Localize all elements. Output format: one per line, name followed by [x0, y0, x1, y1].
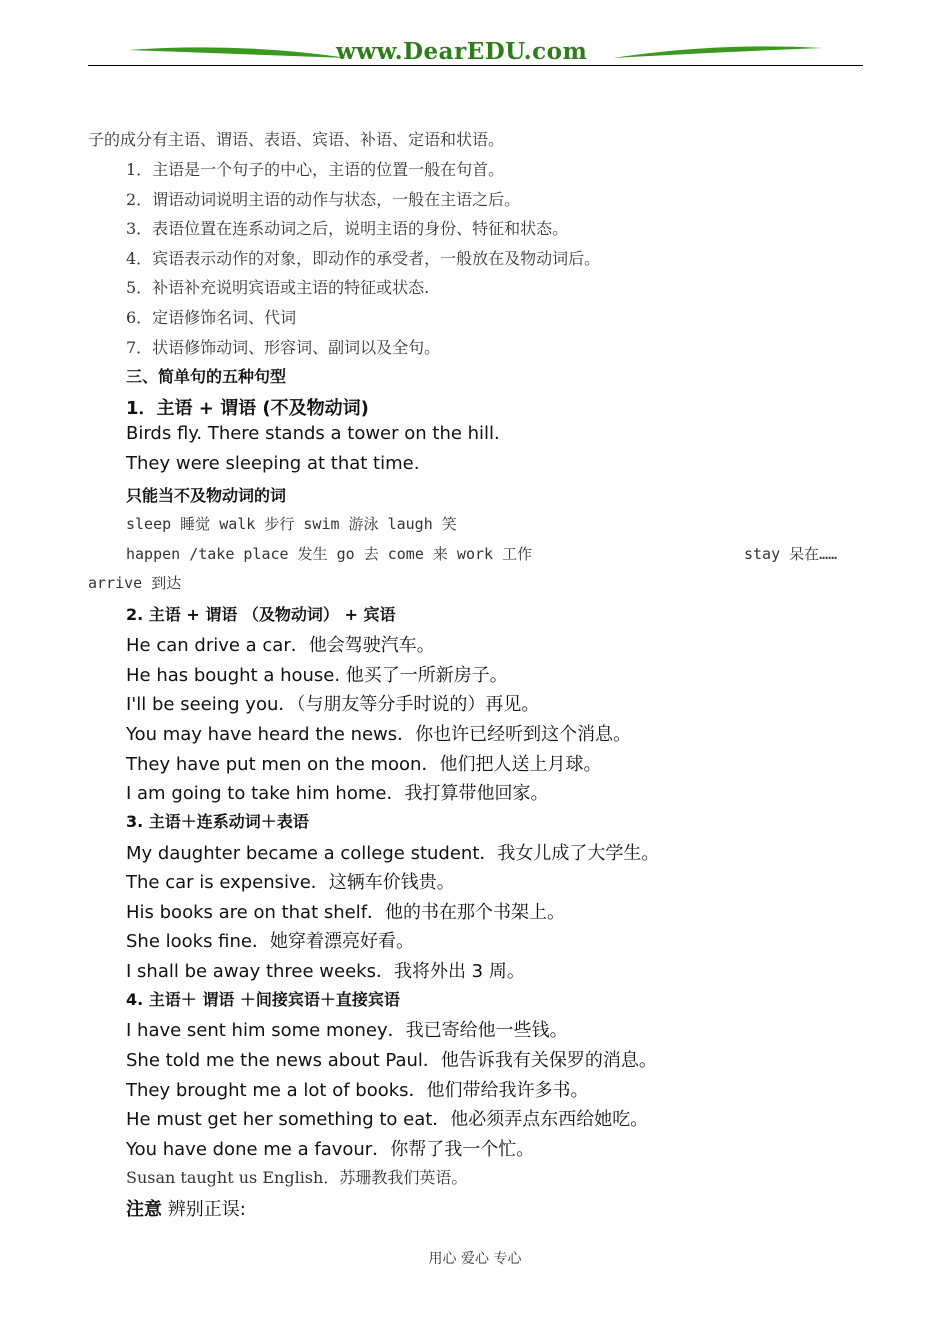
- example-sentence: I have sent him some money．我已寄给他一些钱。: [126, 1020, 568, 1041]
- header-rule: [88, 65, 863, 66]
- word-list: happen /take place 发生 go 去 come 来 work 工作: [126, 545, 533, 563]
- example-sentence: My daughter became a college student．我女儿成了大学生。: [126, 843, 660, 864]
- word-list-tail: stay 呆在……: [744, 545, 838, 563]
- example-sentence: You have done me a favour．你帮了我一个忙。: [126, 1139, 535, 1160]
- example-sentence: I'll be seeing you．（与朋友等分手时说的）再见。: [126, 694, 540, 715]
- note-line: [126, 1195, 246, 1221]
- intransitive-subtitle: 只能当不及物动词的词: [126, 486, 287, 505]
- example-sentence: He has bought a house. 他买了一所新房子。: [126, 665, 508, 686]
- right-swoosh-decoration: [613, 44, 823, 60]
- pattern2-title: 2. 主语 + 谓语 （及物动词） + 宾语: [126, 605, 396, 624]
- component-item: 2．谓语动词说明主语的动作与状态，一般在主语之后。: [126, 190, 521, 209]
- word-list: arrive 到达: [88, 574, 182, 592]
- component-item: 6．定语修饰名词、代词: [126, 308, 297, 327]
- word-list: sleep 睡觉 walk 步行 swim 游泳 laugh 笑: [126, 515, 457, 533]
- example-sentence: They brought me a lot of books．他们带给我许多书。: [126, 1080, 589, 1101]
- component-item: 3．表语位置在连系动词之后，说明主语的身份、特征和状态。: [126, 219, 569, 238]
- example-sentence: He must get her something to eat．他必须弄点东西给她吃。: [126, 1109, 649, 1130]
- example-sentence: They were sleeping at that time.: [126, 453, 420, 474]
- intro-text: 子的成分有主语、谓语、表语、宾语、补语、定语和状语。: [88, 130, 505, 149]
- example-sentence: I am going to take him home．我打算带他回家。: [126, 783, 549, 804]
- section-title: 三、简单句的五种句型: [126, 367, 287, 386]
- example-sentence: They have put men on the moon．他们把人送上月球。: [126, 754, 602, 775]
- pattern4-title: 4. 主语＋ 谓语 ＋间接宾语＋直接宾语: [126, 990, 400, 1009]
- note-text: 辨别正误:: [162, 1199, 246, 1220]
- example-sentence: I shall be away three weeks．我将外出 3 周。: [126, 961, 525, 982]
- component-item: 7．状语修饰动词、形容词、副词以及全句。: [126, 338, 441, 357]
- pattern3-title: 3. 主语＋连系动词＋表语: [126, 812, 309, 831]
- component-item: 4．宾语表示动作的对象，即动作的承受者，一般放在及物动词后。: [126, 249, 601, 268]
- page-footer: 用心 爱心 专心: [428, 1251, 522, 1267]
- example-sentence: The car is expensive．这辆车价钱贵。: [126, 872, 455, 893]
- example-sentence: She told me the news about Paul．他告诉我有关保罗的消息。: [126, 1050, 657, 1071]
- example-sentence: Susan taught us English．苏珊教我们英语。: [126, 1168, 468, 1187]
- example-sentence: He can drive a car．他会驾驶汽车。: [126, 635, 435, 656]
- component-item: 5．补语补充说明宾语或主语的特征或状态.: [126, 278, 430, 297]
- page-header: [88, 36, 863, 70]
- site-logo-text: www.DearEDU.com: [336, 38, 588, 65]
- example-sentence: Birds fly. There stands a tower on the hill.: [126, 423, 500, 444]
- example-sentence: His books are on that shelf．他的书在那个书架上。: [126, 902, 566, 923]
- example-sentence: You may have heard the news．你也许已经听到这个消息。: [126, 724, 632, 745]
- example-sentence: She looks fine．她穿着漂亮好看。: [126, 931, 414, 952]
- component-item: 1．主语是一个句子的中心，主语的位置一般在句首。: [126, 160, 505, 179]
- pattern1-title: 1．主语 + 谓语 (不及物动词): [126, 398, 369, 419]
- left-swoosh-decoration: [128, 44, 348, 60]
- note-label: 注意: [126, 1199, 162, 1220]
